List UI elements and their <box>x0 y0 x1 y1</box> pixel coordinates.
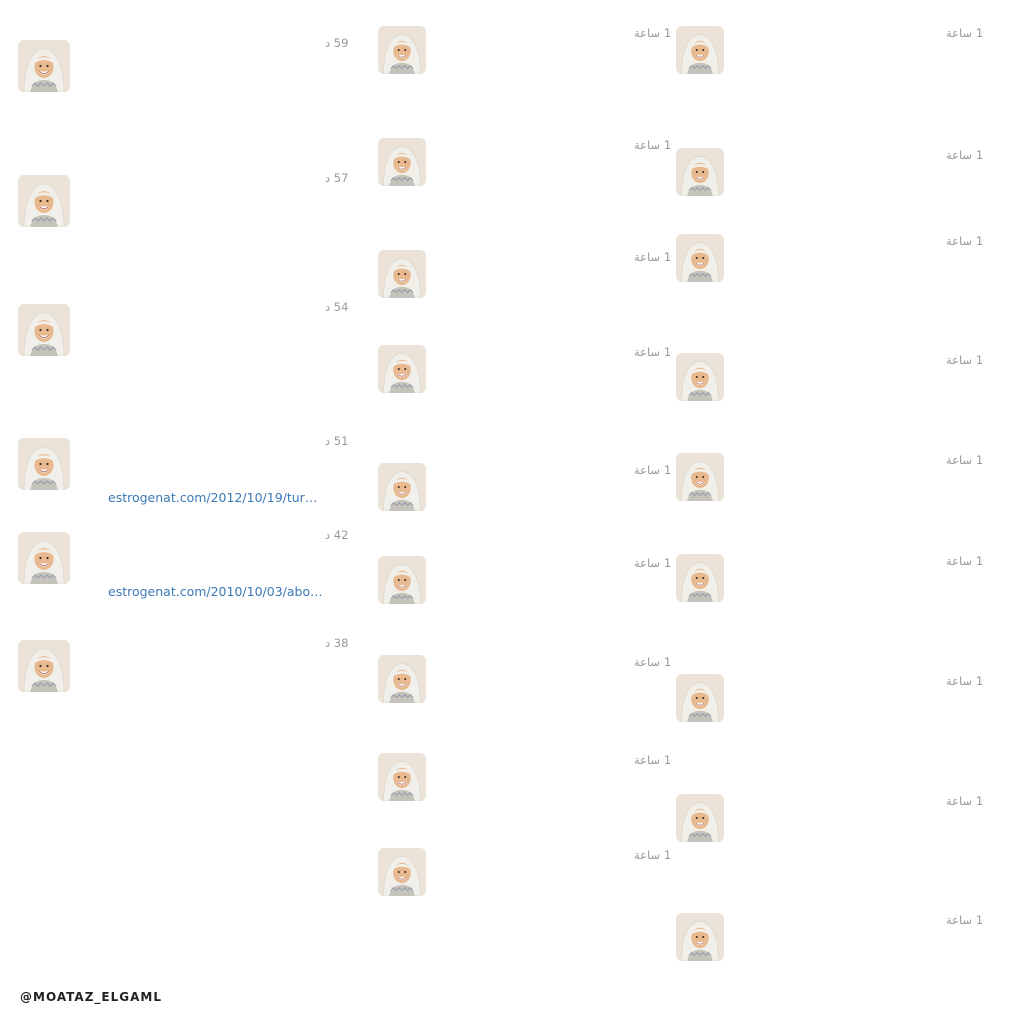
avatar[interactable] <box>18 640 70 692</box>
tweet-link[interactable]: estrogenat.com/2010/10/03/abo… <box>108 584 323 599</box>
avatar[interactable] <box>676 26 724 74</box>
tweet-timestamp[interactable]: 1 ساعة <box>946 453 984 467</box>
avatar[interactable] <box>378 138 426 186</box>
avatar[interactable] <box>18 40 70 92</box>
avatar[interactable] <box>378 345 426 393</box>
tweet-timestamp[interactable]: 1 ساعة <box>946 554 984 568</box>
tweet-timestamp[interactable]: 1 ساعة <box>634 753 672 767</box>
tweet-timestamp[interactable]: 1 ساعة <box>946 26 984 40</box>
avatar[interactable] <box>676 148 724 196</box>
tweet-timestamp[interactable]: 1 ساعة <box>946 674 984 688</box>
tweet-timestamp[interactable]: 1 ساعة <box>946 353 984 367</box>
avatar[interactable] <box>18 304 70 356</box>
tweet-timestamp[interactable]: 1 ساعة <box>634 655 672 669</box>
avatar[interactable] <box>676 453 724 501</box>
avatar[interactable] <box>18 175 70 227</box>
watermark-handle: @MOATAZ_ELGAML <box>20 990 162 1004</box>
avatar[interactable] <box>676 674 724 722</box>
avatar[interactable] <box>676 794 724 842</box>
avatar[interactable] <box>676 234 724 282</box>
avatar[interactable] <box>378 753 426 801</box>
avatar[interactable] <box>378 463 426 511</box>
tweet-timestamp[interactable]: 57 د <box>325 171 349 185</box>
tweet-timestamp[interactable]: 1 ساعة <box>634 250 672 264</box>
avatar[interactable] <box>378 26 426 74</box>
tweet-timestamp[interactable]: 42 د <box>325 528 349 542</box>
tweet-timestamp[interactable]: 1 ساعة <box>634 26 672 40</box>
avatar[interactable] <box>378 848 426 896</box>
tweet-timestamp[interactable]: 1 ساعة <box>946 913 984 927</box>
tweet-timestamp[interactable]: 1 ساعة <box>946 148 984 162</box>
avatar[interactable] <box>676 353 724 401</box>
avatar[interactable] <box>18 532 70 584</box>
tweet-timestamp[interactable]: 1 ساعة <box>634 345 672 359</box>
tweet-timestamp[interactable]: 51 د <box>325 434 349 448</box>
tweet-timestamp[interactable]: 1 ساعة <box>634 556 672 570</box>
avatar[interactable] <box>378 655 426 703</box>
avatar[interactable] <box>676 913 724 961</box>
avatar[interactable] <box>378 250 426 298</box>
avatar[interactable] <box>676 554 724 602</box>
avatar[interactable] <box>18 438 70 490</box>
tweet-timestamp[interactable]: 1 ساعة <box>946 234 984 248</box>
tweet-timestamp[interactable]: 1 ساعة <box>634 848 672 862</box>
avatar[interactable] <box>378 556 426 604</box>
tweet-link[interactable]: estrogenat.com/2012/10/19/tur… <box>108 490 318 505</box>
tweet-timestamp[interactable]: 59 د <box>325 36 349 50</box>
tweet-timestamp[interactable]: 1 ساعة <box>634 463 672 477</box>
tweet-timestamp[interactable]: 54 د <box>325 300 349 314</box>
tweet-timestamp[interactable]: 1 ساعة <box>946 794 984 808</box>
tweet-timestamp[interactable]: 38 د <box>325 636 349 650</box>
tweet-timestamp[interactable]: 1 ساعة <box>634 138 672 152</box>
